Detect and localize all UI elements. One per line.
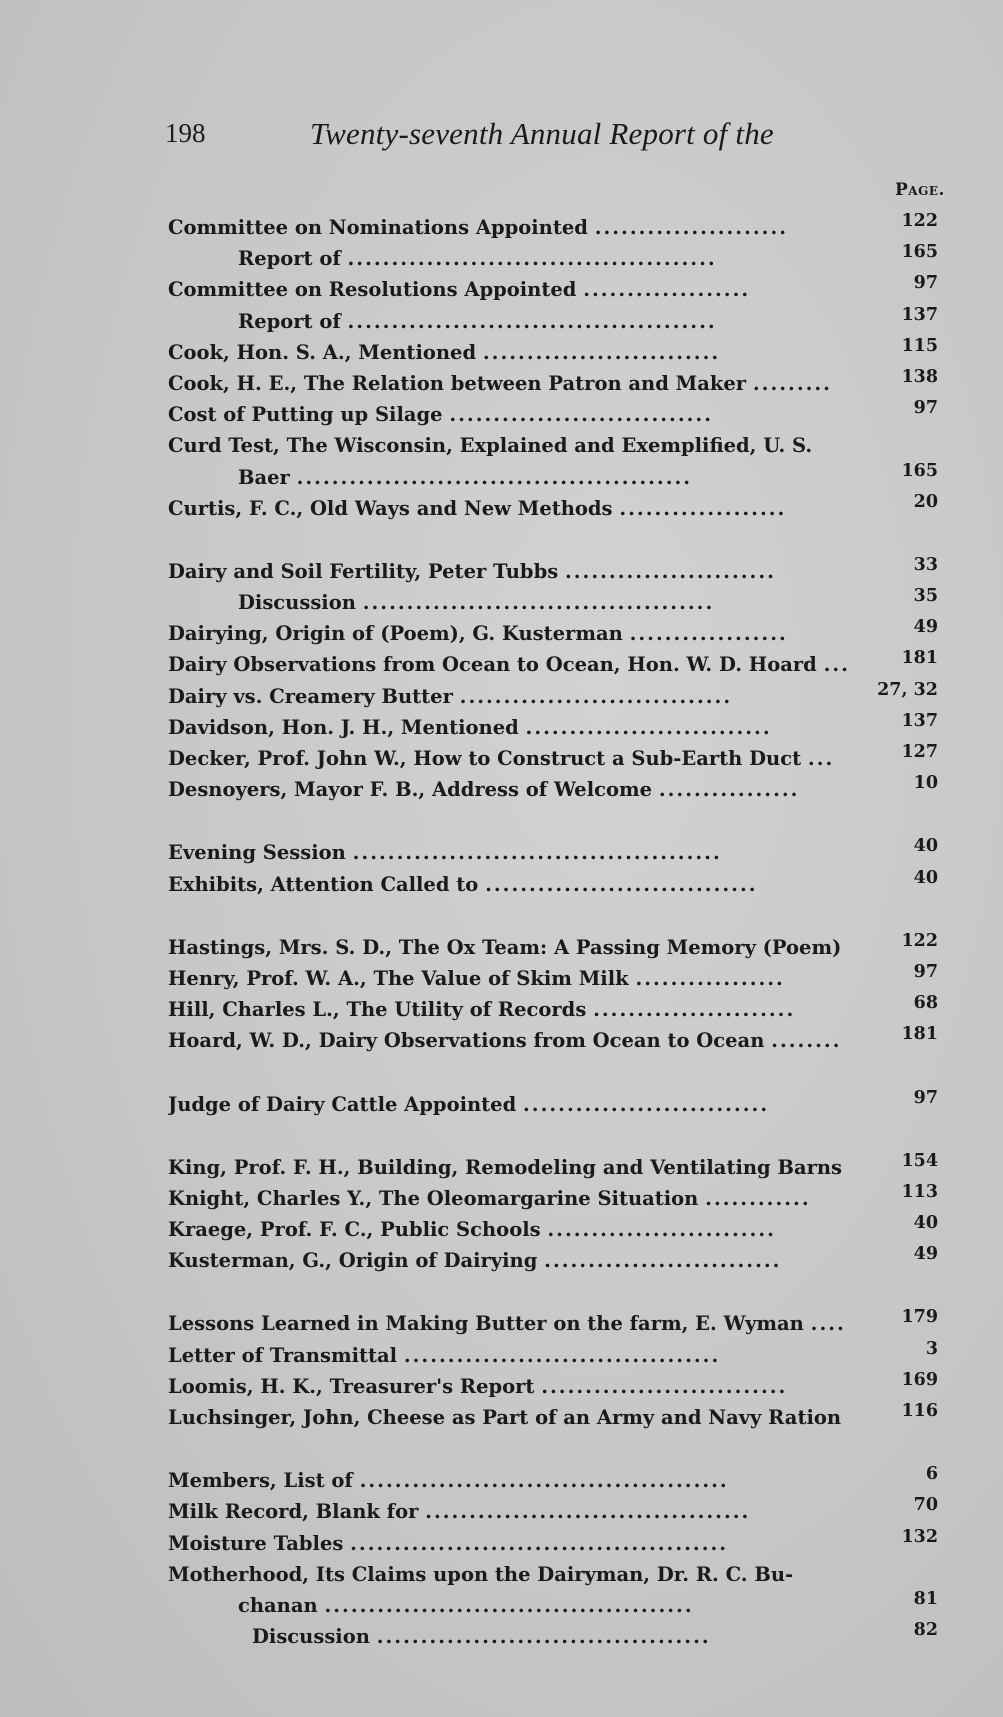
entry-label: Kraege, Prof. F. C., Public Schools bbox=[168, 1218, 541, 1242]
index-entry bbox=[168, 618, 968, 649]
index-entry bbox=[168, 932, 968, 963]
page-reference: 116 bbox=[901, 1401, 938, 1421]
page-number: 198 bbox=[165, 118, 206, 148]
index-entry bbox=[168, 1214, 968, 1245]
page-column-label: Page. bbox=[895, 180, 945, 200]
dot-leader: .................. bbox=[629, 622, 788, 646]
index-entry bbox=[168, 1465, 968, 1496]
dot-leader: ............................... bbox=[459, 684, 733, 708]
entry-text bbox=[168, 1496, 868, 1527]
index-entry bbox=[168, 1496, 968, 1527]
page-reference: 82 bbox=[913, 1620, 938, 1641]
dot-leader: ........................... bbox=[482, 340, 721, 364]
dot-leader: .......................................... bbox=[347, 309, 717, 333]
page-reference: 97 bbox=[913, 961, 938, 982]
entry-label: Discussion bbox=[238, 591, 356, 615]
dot-leader: ... bbox=[807, 747, 835, 770]
index-entry bbox=[168, 837, 968, 868]
page-reference: 49 bbox=[913, 617, 938, 638]
entry-label: Cook, Hon. S. A., Mentioned bbox=[168, 340, 477, 364]
entry-text bbox=[168, 1528, 868, 1559]
entry-label: Hastings, Mrs. S. D., The Ox Team: A Passing Memory (Poem) bbox=[168, 935, 842, 959]
page-reference: 10 bbox=[913, 773, 938, 794]
dot-leader: ............................ bbox=[523, 1092, 770, 1116]
index-entry bbox=[168, 1183, 968, 1214]
index-group bbox=[168, 212, 968, 524]
entry-label: Knight, Charles Y., The Oleomargarine Situation bbox=[168, 1186, 699, 1210]
entry-text bbox=[168, 932, 868, 963]
index-entry bbox=[168, 587, 968, 618]
dot-leader: ............................ bbox=[525, 715, 772, 739]
index-entry bbox=[168, 243, 968, 274]
index-entry bbox=[168, 337, 968, 368]
entry-label: Dairy vs. Creamery Butter bbox=[168, 684, 453, 708]
entry-label: Davidson, Hon. J. H., Mentioned bbox=[168, 715, 519, 739]
entry-label: Cook, H. E., The Relation between Patron and Maker bbox=[168, 371, 747, 395]
index-group bbox=[168, 837, 968, 899]
page-reference: 68 bbox=[913, 993, 938, 1014]
dot-leader: .......................................... bbox=[324, 1593, 694, 1617]
entry-text bbox=[168, 1183, 868, 1214]
index-group bbox=[168, 1465, 968, 1652]
index-group bbox=[168, 1089, 968, 1120]
entry-text bbox=[168, 556, 868, 587]
entry-label: Milk Record, Blank for bbox=[168, 1500, 419, 1524]
page-reference: 70 bbox=[913, 1495, 938, 1516]
page-reference: 115 bbox=[901, 335, 938, 356]
entry-text bbox=[168, 774, 868, 805]
entry-text bbox=[168, 869, 868, 900]
index-entry bbox=[168, 774, 968, 805]
entry-label: Motherhood, Its Claims upon the Dairyman, Dr. R. C. Bu- bbox=[168, 1562, 794, 1586]
index-entry bbox=[168, 399, 968, 430]
entry-label: Hill, Charles L., The Utility of Records bbox=[168, 998, 587, 1022]
index-entry bbox=[168, 1371, 968, 1402]
page-reference: 137 bbox=[901, 304, 938, 325]
entry-label: Report of bbox=[238, 309, 341, 333]
entry-text bbox=[238, 243, 868, 274]
page-reference: 27, 32 bbox=[877, 679, 938, 700]
entry-label: Letter of Transmittal bbox=[168, 1343, 398, 1367]
page-reference: 40 bbox=[913, 1213, 938, 1234]
entry-text bbox=[168, 1308, 868, 1339]
page-reference: 97 bbox=[913, 398, 938, 419]
page-reference: 169 bbox=[901, 1369, 938, 1390]
entry-text bbox=[168, 1559, 868, 1590]
page-reference: 20 bbox=[913, 491, 938, 512]
dot-leader: .......................................... bbox=[347, 247, 717, 271]
dot-leader: ............................ bbox=[541, 1374, 788, 1398]
dot-leader: .............................. bbox=[449, 403, 713, 427]
entry-label: Moisture Tables bbox=[168, 1531, 344, 1555]
page-reference: 40 bbox=[913, 836, 938, 857]
index-entry bbox=[168, 1089, 968, 1120]
entry-label: Curtis, F. C., Old Ways and New Methods bbox=[168, 496, 613, 520]
entry-text bbox=[238, 306, 868, 337]
entry-label: King, Prof. F. H., Building, Remodeling and Ventilating Barns bbox=[168, 1155, 843, 1179]
index-entry bbox=[168, 1402, 968, 1433]
entry-text bbox=[168, 368, 868, 399]
dot-leader: ........................... bbox=[544, 1249, 782, 1273]
index-entry bbox=[168, 493, 968, 524]
index-entry bbox=[168, 681, 968, 712]
page-reference: 138 bbox=[901, 366, 938, 387]
page-reference: 3 bbox=[925, 1338, 938, 1359]
index-entry bbox=[168, 1308, 968, 1339]
entry-label: Evening Session bbox=[168, 841, 346, 865]
entry-text bbox=[168, 712, 868, 743]
index-entry bbox=[168, 430, 968, 461]
index-entry bbox=[168, 274, 968, 305]
index-entry bbox=[168, 306, 968, 337]
dot-leader: ...................................... bbox=[376, 1625, 711, 1649]
entry-text bbox=[168, 493, 868, 524]
dot-leader: ............................... bbox=[485, 872, 758, 896]
page-reference: 97 bbox=[913, 1087, 938, 1108]
entry-text bbox=[238, 587, 868, 618]
entry-label: Committee on Resolutions Appointed bbox=[168, 278, 577, 302]
entry-text bbox=[168, 618, 868, 649]
index-entry bbox=[168, 1245, 968, 1276]
dot-leader: ............................................. bbox=[296, 465, 693, 489]
dot-leader: .... bbox=[810, 1312, 846, 1336]
index-entry bbox=[168, 712, 968, 743]
index-entry bbox=[168, 1590, 968, 1621]
entry-label: Decker, Prof. John W., How to Construct a Sub-Earth Duct bbox=[168, 747, 802, 770]
entry-text bbox=[168, 743, 868, 774]
entry-label: Dairy Observations from Ocean to Ocean, Hon. W. D. Hoard bbox=[168, 653, 817, 677]
index-entry bbox=[168, 1621, 968, 1652]
index-entry bbox=[168, 462, 968, 493]
dot-leader: ................. bbox=[635, 966, 785, 990]
page-reference: 40 bbox=[913, 867, 938, 888]
index-entry bbox=[168, 368, 968, 399]
dot-leader: ....................... bbox=[593, 998, 796, 1022]
running-title: Twenty-seventh Annual Report of the bbox=[310, 116, 774, 151]
entry-label: Dairy and Soil Fertility, Peter Tubbs bbox=[168, 559, 559, 583]
entry-label: Curd Test, The Wisconsin, Explained and Exemplified, U. S. bbox=[168, 434, 813, 458]
entry-text bbox=[238, 462, 868, 493]
dot-leader: ........................................ bbox=[362, 591, 715, 615]
dot-leader: ............ bbox=[705, 1186, 811, 1210]
dot-leader: ...................... bbox=[594, 216, 789, 239]
index-entry bbox=[168, 1340, 968, 1371]
entry-label: Exhibits, Attention Called to bbox=[168, 872, 479, 896]
page-reference: 6 bbox=[925, 1464, 938, 1485]
index-entry bbox=[168, 963, 968, 994]
entry-text bbox=[168, 1340, 868, 1371]
dot-leader: .......................................... bbox=[359, 1469, 729, 1493]
entry-text bbox=[252, 1621, 868, 1652]
entry-label: Lessons Learned in Making Butter on the farm, E. Wyman bbox=[168, 1312, 804, 1336]
entry-label: Henry, Prof. W. A., The Value of Skim Milk bbox=[168, 966, 629, 990]
dot-leader: .......................... bbox=[547, 1218, 776, 1242]
page-reference: 97 bbox=[913, 273, 938, 294]
entry-text bbox=[168, 274, 868, 305]
index-entry bbox=[168, 869, 968, 900]
index-entry bbox=[168, 743, 968, 774]
entry-text bbox=[168, 212, 868, 243]
page-reference: 33 bbox=[913, 554, 938, 575]
page-reference: 137 bbox=[901, 710, 938, 731]
index-entry bbox=[168, 1152, 968, 1183]
entry-text bbox=[168, 337, 868, 368]
entry-label: Kusterman, G., Origin of Dairying bbox=[168, 1249, 538, 1273]
index-entry bbox=[168, 649, 968, 680]
page-reference: 179 bbox=[901, 1307, 938, 1328]
index-entry bbox=[168, 1559, 968, 1590]
page-reference: 113 bbox=[901, 1181, 938, 1202]
entry-label: Members, List of bbox=[168, 1469, 353, 1493]
entry-text bbox=[168, 1371, 868, 1402]
page-reference: 127 bbox=[901, 742, 938, 762]
entry-text bbox=[168, 1025, 868, 1056]
dot-leader: ......... bbox=[752, 371, 832, 395]
entry-text bbox=[168, 1465, 868, 1496]
dot-leader: ........................ bbox=[564, 559, 776, 583]
entry-text bbox=[168, 681, 868, 712]
dot-leader: ........................................... bbox=[350, 1531, 729, 1555]
page-reference: 122 bbox=[901, 211, 938, 231]
entry-text bbox=[168, 1245, 868, 1276]
index-entry bbox=[168, 1025, 968, 1056]
page-reference: 165 bbox=[901, 242, 938, 263]
page-reference: 154 bbox=[901, 1150, 938, 1171]
page-reference: 49 bbox=[913, 1244, 938, 1265]
entry-label: Judge of Dairy Cattle Appointed bbox=[168, 1092, 517, 1116]
dot-leader: ... bbox=[823, 653, 850, 677]
dot-leader: ................ bbox=[658, 778, 800, 802]
page-header bbox=[165, 118, 965, 158]
entry-text bbox=[168, 430, 868, 461]
page-reference: 181 bbox=[901, 648, 938, 669]
index-entry bbox=[168, 994, 968, 1025]
entry-text bbox=[168, 399, 868, 430]
entry-text bbox=[168, 963, 868, 994]
entry-label: Dairying, Origin of (Poem), G. Kusterman bbox=[168, 622, 623, 646]
page-reference: 122 bbox=[901, 930, 938, 951]
page-reference: 165 bbox=[901, 460, 938, 481]
index-group bbox=[168, 1308, 968, 1433]
dot-leader: ........ bbox=[771, 1029, 842, 1053]
entry-text bbox=[168, 1214, 868, 1245]
entry-label: Committee on Nominations Appointed bbox=[168, 216, 588, 239]
entry-label: Desnoyers, Mayor F. B., Address of Welcome bbox=[168, 778, 653, 802]
entry-label: Luchsinger, John, Cheese as Part of an Army and Navy Ration bbox=[168, 1406, 842, 1429]
page-reference: 132 bbox=[901, 1526, 938, 1547]
entry-label: Hoard, W. D., Dairy Observations from Ocean to Ocean bbox=[168, 1029, 765, 1053]
entry-label: chanan bbox=[238, 1593, 318, 1617]
index-entry bbox=[168, 1528, 968, 1559]
page-reference: 181 bbox=[901, 1024, 938, 1045]
entry-label: Baer bbox=[238, 465, 290, 489]
entry-text bbox=[168, 1152, 868, 1183]
entry-text bbox=[168, 994, 868, 1025]
entry-text bbox=[238, 1590, 868, 1621]
index-entries bbox=[168, 212, 968, 1684]
entry-label: Discussion bbox=[252, 1625, 370, 1649]
entry-text bbox=[168, 1402, 868, 1433]
index-group bbox=[168, 1152, 968, 1277]
index-group bbox=[168, 556, 968, 806]
page-reference: 35 bbox=[913, 586, 938, 607]
entry-text bbox=[168, 837, 868, 868]
dot-leader: ................... bbox=[619, 496, 787, 520]
index-entry bbox=[168, 212, 968, 243]
entry-text bbox=[168, 649, 868, 680]
entry-label: Loomis, H. K., Treasurer's Report bbox=[168, 1374, 535, 1398]
dot-leader: ..................................... bbox=[425, 1500, 751, 1524]
entry-label: Report of bbox=[238, 247, 341, 271]
entry-text bbox=[168, 1089, 868, 1120]
page-reference: 81 bbox=[913, 1588, 938, 1609]
index-entry bbox=[168, 556, 968, 587]
dot-leader: .................................... bbox=[403, 1343, 721, 1367]
entry-label: Cost of Putting up Silage bbox=[168, 403, 443, 427]
index-group bbox=[168, 932, 968, 1057]
dot-leader: ................... bbox=[583, 278, 751, 302]
dot-leader: .......................................... bbox=[352, 841, 722, 865]
